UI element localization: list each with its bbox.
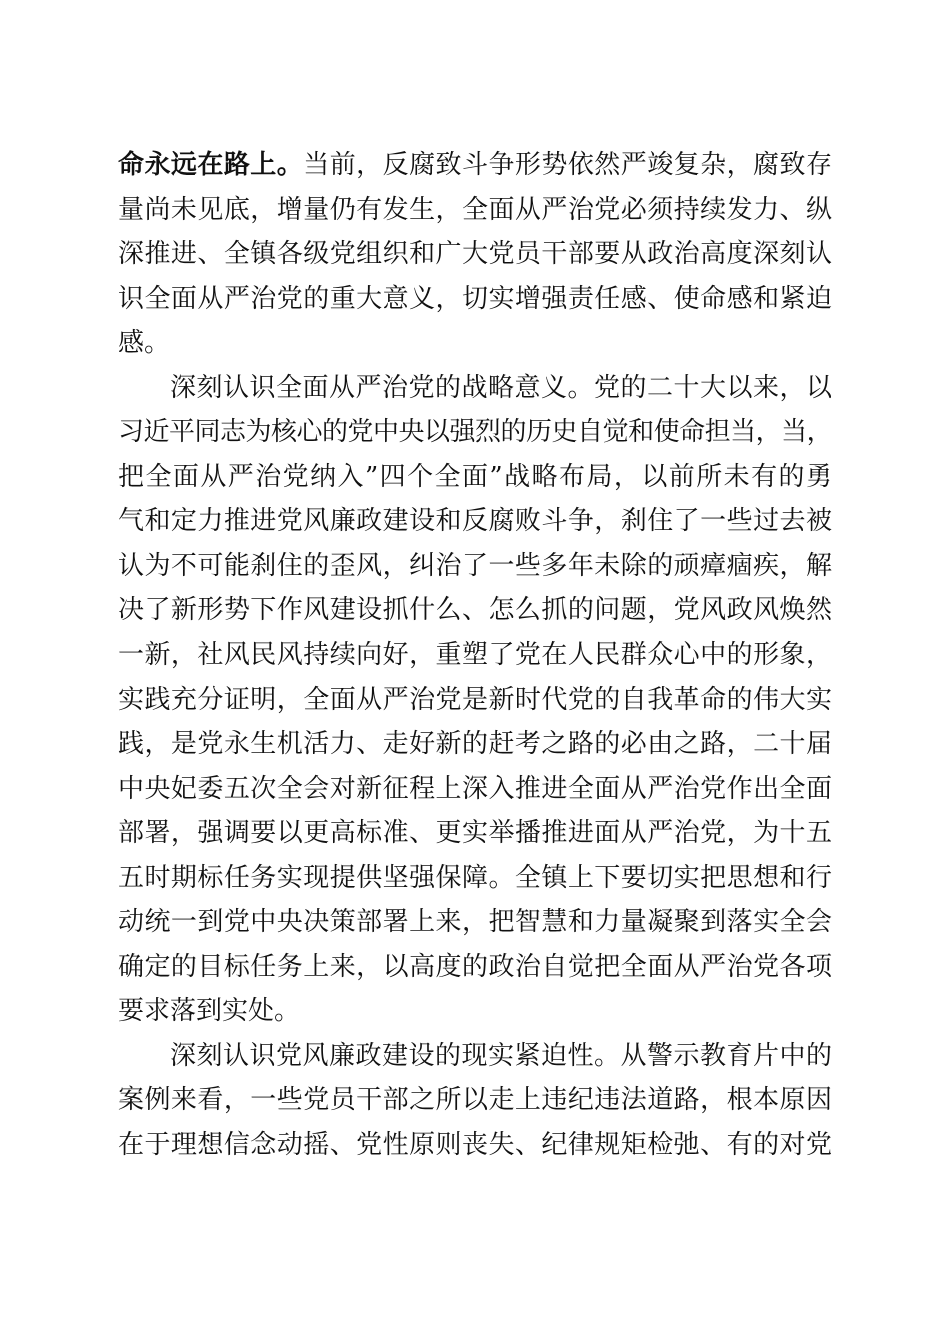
paragraph-line: 习近平同志为核心的党中央以强烈的历史自觉和使命担当，当， xyxy=(118,417,832,448)
paragraph-line: 五时期标任务实现提供坚强保障。全镇上下要切实把思想和行 xyxy=(118,862,832,893)
paragraph-1 xyxy=(118,143,832,366)
paragraph-line: 把全面从严治党纳入”四个全面”战略布局，以前所未有的勇 xyxy=(118,461,832,492)
paragraph-line: 气和定力推进党风廉政建设和反腐败斗争，刹住了一些过去被 xyxy=(118,506,832,537)
paragraph-line: 实践充分证明，全面从严治党是新时代党的自我革命的伟大实 xyxy=(118,684,832,715)
paragraph-line: 深刻认识党风廉政建设的现实紧迫性。从警示教育片中的 xyxy=(170,1040,832,1071)
paragraph-line: 确定的目标任务上来，以高度的政治自觉把全面从严治党各项 xyxy=(118,951,832,982)
paragraph-line: 动统一到党中央决策部署上来，把智慧和力量凝聚到落实全会 xyxy=(118,907,832,938)
paragraph-line: 在于理想信念动摇、党性原则丧失、纪律规矩检弛、有的对党 xyxy=(118,1130,832,1161)
paragraph-line: 部署，强调要以更高标准、更实举播推进面从严治党，为十五 xyxy=(118,818,832,849)
bold-lead-text: 命永远在路上。 xyxy=(118,150,304,180)
line-text: 当前，反腐致斗争形势依然严竣复杂，腐致存 xyxy=(303,150,832,180)
paragraph-line: 决了新形势下作风建设抓什么、怎么抓的问题，党风政风焕然 xyxy=(118,595,832,626)
paragraph-line: 践，是党永生机活力、走好新的赶考之路的必由之路，二十届 xyxy=(118,729,832,760)
paragraph-line: 一新，社风民风持续向好，重塑了党在人民群众心中的形象， xyxy=(118,640,832,671)
paragraph-line: 认为不可能刹住的歪风，纠治了一些多年未除的顽瘴痼疾，解 xyxy=(118,550,832,581)
paragraph-3 xyxy=(118,1034,832,1168)
paragraph-line: 识全面从严治党的重大意义，切实增强责任感、使命感和紧迫 xyxy=(118,283,832,314)
paragraph-line: 量尚未见底，增量仍有发生，全面从严治党必须持续发力、纵 xyxy=(118,194,832,225)
paragraph-line: 深刻认识全面从严治党的战略意义。党的二十大以来，以 xyxy=(170,372,832,403)
paragraph-line: 案例来看，一些党员干部之所以走上违纪违法道路，根本原因 xyxy=(118,1085,832,1116)
paragraph-line xyxy=(118,143,832,188)
paragraph-line: 深推进、全镇各级党组织和广大党员干部要从政治高度深刻认 xyxy=(118,239,832,270)
paragraph-line: 要求落到实处。 xyxy=(118,996,301,1027)
paragraph-line: 中央妃委五次全会对新征程上深入推进全面从严治党作出全面 xyxy=(118,773,832,804)
paragraph-2 xyxy=(118,366,832,1034)
paragraph-line: 感。 xyxy=(118,328,171,359)
body-text xyxy=(118,143,832,1168)
